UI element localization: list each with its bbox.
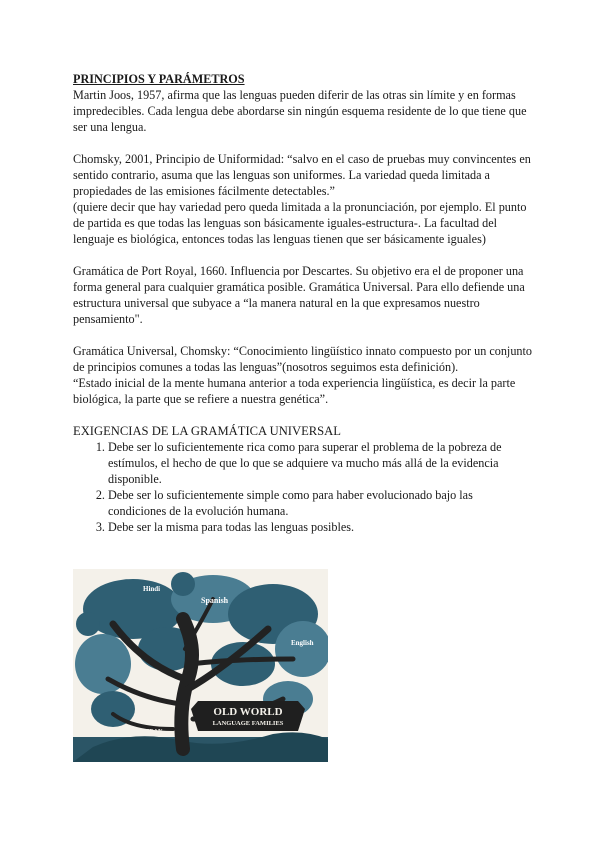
paragraph-clarification: (quiere decir que hay variedad pero queda limitada a la pronunciación, por ejemplo. El punto de partida es que todas las lenguas son básicamente iguales-estructura-. La facultad del lenguaje es biológica, entonces todas las lenguas tienen que ser básicamente iguales) (73, 200, 527, 246)
blank-line (73, 407, 533, 423)
paragraph-joos: Martin Joos, 1957, afirma que las lenguas pueden diferir de las otras sin límite y en formas impredecibles. Cada lengua debe abordarse sin ningún esquema residente de lo que tiene que ser una lengua. (73, 88, 527, 134)
label-english: English (291, 639, 314, 647)
label-hindi: Hindi (143, 585, 161, 593)
roots (73, 732, 328, 762)
label-spanish: Spanish (201, 596, 229, 605)
banner-line-2: LANGUAGE FAMILIES (212, 720, 284, 727)
paragraph-universal-grammar: Gramática Universal, Chomsky: “Conocimiento lingüístico innato compuesto por un conjunto de principios comunes a todas las lenguas”(nosotros seguimos esta definición). (73, 344, 532, 374)
blank-line (73, 327, 533, 343)
requirements-list (73, 439, 533, 535)
paragraph-chomsky-uniformity: Chomsky, 2001, Principio de Uniformidad: “salvo en el caso de pruebas muy convincentes en sentido contrario, asuma que las lenguas son uniformes. La variedad queda limitada a propiedades de las emisiones fácilmente detectables.” (73, 152, 531, 198)
language-tree-illustration (73, 569, 328, 762)
language-tree-image (73, 569, 328, 762)
blank-line (73, 247, 533, 263)
section-heading: EXIGENCIAS DE LA GRAMÁTICA UNIVERSAL (73, 424, 341, 438)
paragraph-initial-state: “Estado inicial de la mente humana anterior a toda experiencia lingüística, es decir la parte biológica, la parte que se refiere a nuestra genética”. (73, 376, 516, 406)
paragraph-port-royal: Gramática de Port Royal, 1660. Influencia por Descartes. Su objetivo era el de proponer una forma general para cualquier gramática posible. Gramática Universal. Para ello defiende una estructura universal que subyace a “la manera natural en la que expresamos nuestro pensamiento". (73, 264, 525, 326)
banner-line-1: OLD WORLD (213, 706, 283, 718)
title-banner (191, 701, 305, 731)
list-item: 2. Debe ser lo suficientemente simple como para haber evolucionado bajo las condiciones de la evolución humana. (108, 487, 533, 519)
document-body (73, 71, 533, 535)
document-title: PRINCIPIOS Y PARÁMETROS (73, 72, 245, 86)
list-item: 3. Debe ser la misma para todas las lenguas posibles. (108, 519, 533, 535)
blank-line (73, 135, 533, 151)
list-item: 1. Debe ser lo suficientemente rica como para superar el problema de la pobreza de estímulos, el hecho de que lo que se adquiere va mucho más allá de la evidencia disponible. (108, 439, 533, 487)
label-indo-european: INDO-EUROPEAN (111, 729, 163, 735)
